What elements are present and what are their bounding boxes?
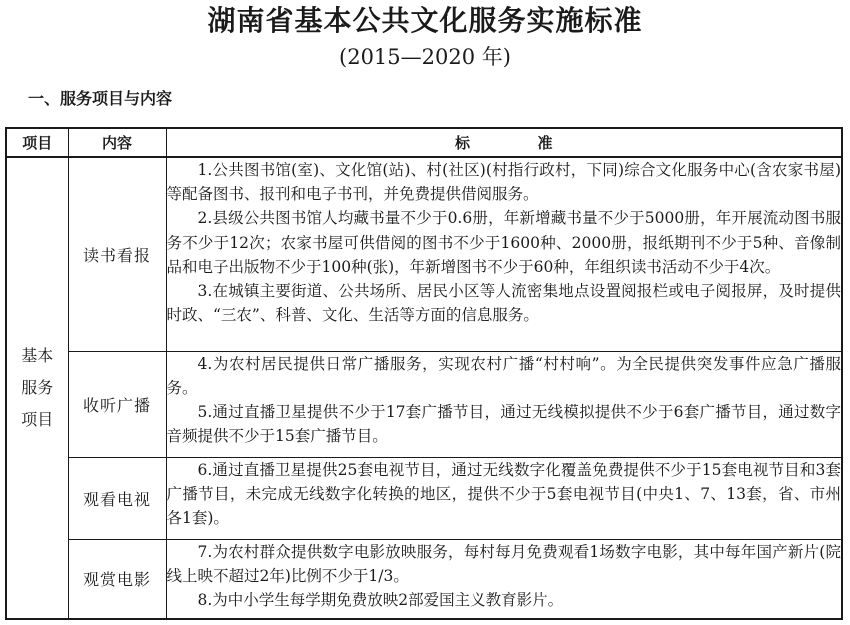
- standard-item: 6.通过直播卫星提供25套电视节目，通过无线数字化覆盖免费提供不少于15套电视节目和3套广播节目，未完成无线数字化转换的地区，提供不少于5套电视节目(中央1、7、13套，省、市州各1套)。: [166, 460, 841, 527]
- table-row: [6, 157, 842, 351]
- project-label: [7, 340, 68, 436]
- table-row: [6, 539, 842, 619]
- standards-table: [5, 127, 843, 620]
- standard-item: 4.为农村居民提供日常广播服务，实现农村广播“村村响”。为全民提供突发事件应急广播服务。: [166, 354, 841, 397]
- project-cell: [6, 157, 68, 619]
- standard-cell-reading: [166, 157, 842, 351]
- content-cell-reading: 读书看报: [68, 157, 166, 351]
- page-title: 湖南省基本公共文化服务实施标准: [207, 4, 643, 37]
- content-cell-film: 观赏电影: [68, 539, 166, 619]
- content-cell-tv: 观看电视: [68, 457, 166, 539]
- standard-item: 3.在城镇主要街道、公共场所、居民小区等人流密集地点设置阅报栏或电子阅报屏，及时提供时政、“三农”、科普、文化、生活等方面的信息服务。: [166, 282, 841, 325]
- page-subtitle: (2015—2020 年): [339, 45, 511, 69]
- project-label-line: 项目: [21, 410, 54, 429]
- project-label-line: 基本: [21, 346, 54, 365]
- standard-item: 2.县级公共图书馆人均藏书量不少于0.6册，年新增藏书量不少于5000册，年开展流动图书服务不少于12次；农家书屋可供借阅的图书不少于1600种、2000册，报纸期刊不少于5种、音像制品和电子出版物不少于100种(张)，年新增图书不少于60种，年组织读书活动不少于4次。: [166, 209, 841, 276]
- header-content: 内容: [68, 128, 166, 157]
- standard-cell-film: [166, 539, 842, 619]
- standard-cell-radio: [166, 351, 842, 457]
- table-row: [6, 351, 842, 457]
- standard-item: 7.为农村群众提供数字电影放映服务，每村每月免费观看1场数字电影，其中每年国产新片(院线上映不超过2年)比例不少于1/3。: [166, 542, 841, 585]
- standard-cell-tv: [166, 457, 842, 539]
- standard-item: 1.公共图书馆(室)、文化馆(站)、村(社区)(村指行政村，下同)综合文化服务中心(含农家书屋)等配备图书、报刊和电子书刊，并免费提供借阅服务。: [166, 161, 841, 204]
- standard-item: 5.通过直播卫星提供不少于17套广播节目，通过无线模拟提供不少于6套广播节目，通过数字音频提供不少于15套广播节目。: [166, 402, 841, 446]
- standard-item: 8.为中小学生每学期免费放映2部爱国主义教育影片。: [197, 590, 564, 609]
- header-standard: [166, 128, 842, 157]
- table-row: [6, 457, 842, 539]
- content-cell-radio: 收听广播: [68, 351, 166, 457]
- table-header-row: [6, 128, 842, 157]
- header-item: 项目: [6, 128, 68, 157]
- header-standard-label: 标准: [454, 134, 620, 152]
- section-heading: 一、服务项目与内容: [28, 89, 173, 108]
- project-label-line: 服务: [21, 378, 54, 397]
